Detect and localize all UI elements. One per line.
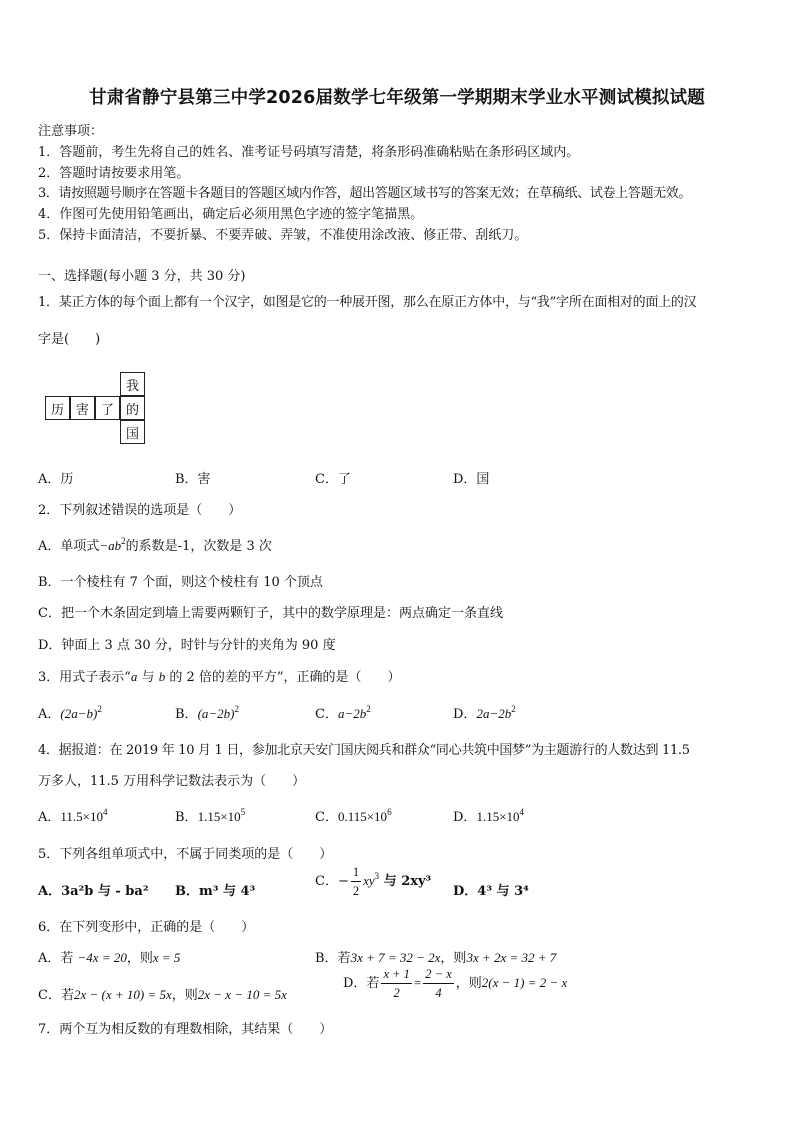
- net-cell-guo: 国: [120, 420, 145, 444]
- q6-option-c: C．若2x − (x + 10) = 5x，则2x − x − 10 = 5x: [38, 987, 287, 1003]
- net-cell-li: 历: [45, 396, 70, 420]
- net-cell-de: 的: [120, 396, 145, 420]
- q2-option-d: D．钟面上 3 点 30 分，时针与分针的夹角为 90 度: [38, 638, 336, 653]
- question-6-stem: 6．在下列变形中，正确的是（ ）: [38, 920, 255, 935]
- q2-option-c: C．把一个木条固定到墙上需要两颗钉子，其中的数学原理是：两点确定一条直线: [38, 606, 503, 621]
- q2-option-a: A．单项式$-ab^2$的系数是-1，次数是 3 次: [38, 536, 272, 554]
- q1-option-c: C．了: [315, 472, 351, 487]
- question-3-stem: 3．用式子表示“a 与 b 的 2 倍的差的平方”，正确的是（ ）: [38, 669, 401, 685]
- q6-option-a: A．若 −4x = 20，则x = 5: [38, 950, 181, 966]
- q1-option-b: B．害: [175, 472, 211, 487]
- net-cell-wo: 我: [120, 372, 145, 396]
- cube-net-figure: [44, 372, 146, 447]
- notice-heading: 注意事项：: [38, 124, 104, 139]
- q4-option-a: A．$11.5\times 10^4$: [38, 807, 108, 825]
- q5-option-d: D．4³ 与 3⁴: [453, 884, 529, 899]
- q5-option-b: B．m³ 与 4³: [175, 884, 256, 899]
- notice-item: 4．作图可先使用铅笔画出，确定后必须用黑色字迹的签字笔描黑。: [38, 207, 424, 222]
- page-title: 甘肃省静宁县第三中学2026届数学七年级第一学期期末学业水平测试模拟试题: [89, 88, 705, 108]
- notice-item: 2．答题时请按要求用笔。: [38, 166, 190, 181]
- q3-option-c: C．$a-2b^2$: [315, 704, 371, 722]
- question-7-stem: 7．两个互为相反数的有理数相除，其结果（ ）: [38, 1022, 333, 1037]
- question-4-line-1: 4．据报道：在 2019 年 10 月 1 日，参加北京天安门国庆阅兵和群众“同心共筑中国梦”为主题游行的人数达到 11.5: [38, 743, 690, 758]
- notice-item: 5．保持卡面清洁，不要折暴、不要弄破、弄皱，不准使用涂改液、修正带、刮纸刀。: [38, 228, 528, 243]
- q6-option-b: B．若3x + 7 = 32 − 2x，则3x + 2x = 32 + 7: [315, 950, 557, 966]
- q3-option-d: D．$2a-2b^2$: [453, 704, 516, 722]
- q3-option-a: A．$(2a-b)^2$: [38, 704, 102, 722]
- q3-option-b: B．$(a-2b)^2$: [175, 704, 239, 722]
- question-1-line-1: 1．某正方体的每个面上都有一个汉字，如图是它的一种展开图，那么在原正方体中，与“我”字所在面相对的面上的汉: [38, 295, 697, 310]
- q4-option-c: C．$0.115\times 10^6$: [315, 807, 392, 825]
- notice-item: 1．答题前，考生先将自己的姓名、准考证号码填写清楚，将条形码准确粘贴在条形码区域内。: [38, 145, 580, 160]
- q1-option-d: D．国: [453, 472, 490, 487]
- q4-option-b: B．$1.15\times 10^5$: [175, 807, 246, 825]
- q5-option-c: C．− $\frac{1}{2}$ $xy^3$ 与 2xy³: [315, 865, 432, 898]
- question-1-line-2: 字是( ): [38, 332, 101, 347]
- net-cell-hai: 害: [70, 396, 95, 420]
- q4-option-d: D．$1.15\times 10^4$: [453, 807, 525, 825]
- question-4-line-2: 万多人，11.5 万用科学记数法表示为（ ）: [38, 774, 306, 789]
- question-2-stem: 2．下列叙述错误的选项是（ ）: [38, 503, 242, 518]
- q1-option-a: A．历: [38, 472, 74, 487]
- question-5-stem: 5．下列各组单项式中，不属于同类项的是（ ）: [38, 847, 333, 862]
- q2-option-b: B．一个棱柱有 7 个面，则这个棱柱有 10 个顶点: [38, 575, 323, 590]
- q5-option-a: A．3a²b 与 - ba²: [38, 884, 149, 899]
- section-heading: 一、选择题(每小题 3 分，共 30 分): [38, 269, 246, 284]
- net-cell-le: 了: [95, 396, 120, 420]
- notice-item: 3．请按照题号顺序在答题卡各题目的答题区域内作答，超出答题区域书写的答案无效；在草稿纸、试卷上答题无效。: [38, 186, 692, 201]
- q6-option-d: D．若 $\frac{x + 1}{2}$ = $\frac{2 - x}{4}$ ，则2(x − 1) = 2 − x: [343, 967, 568, 1000]
